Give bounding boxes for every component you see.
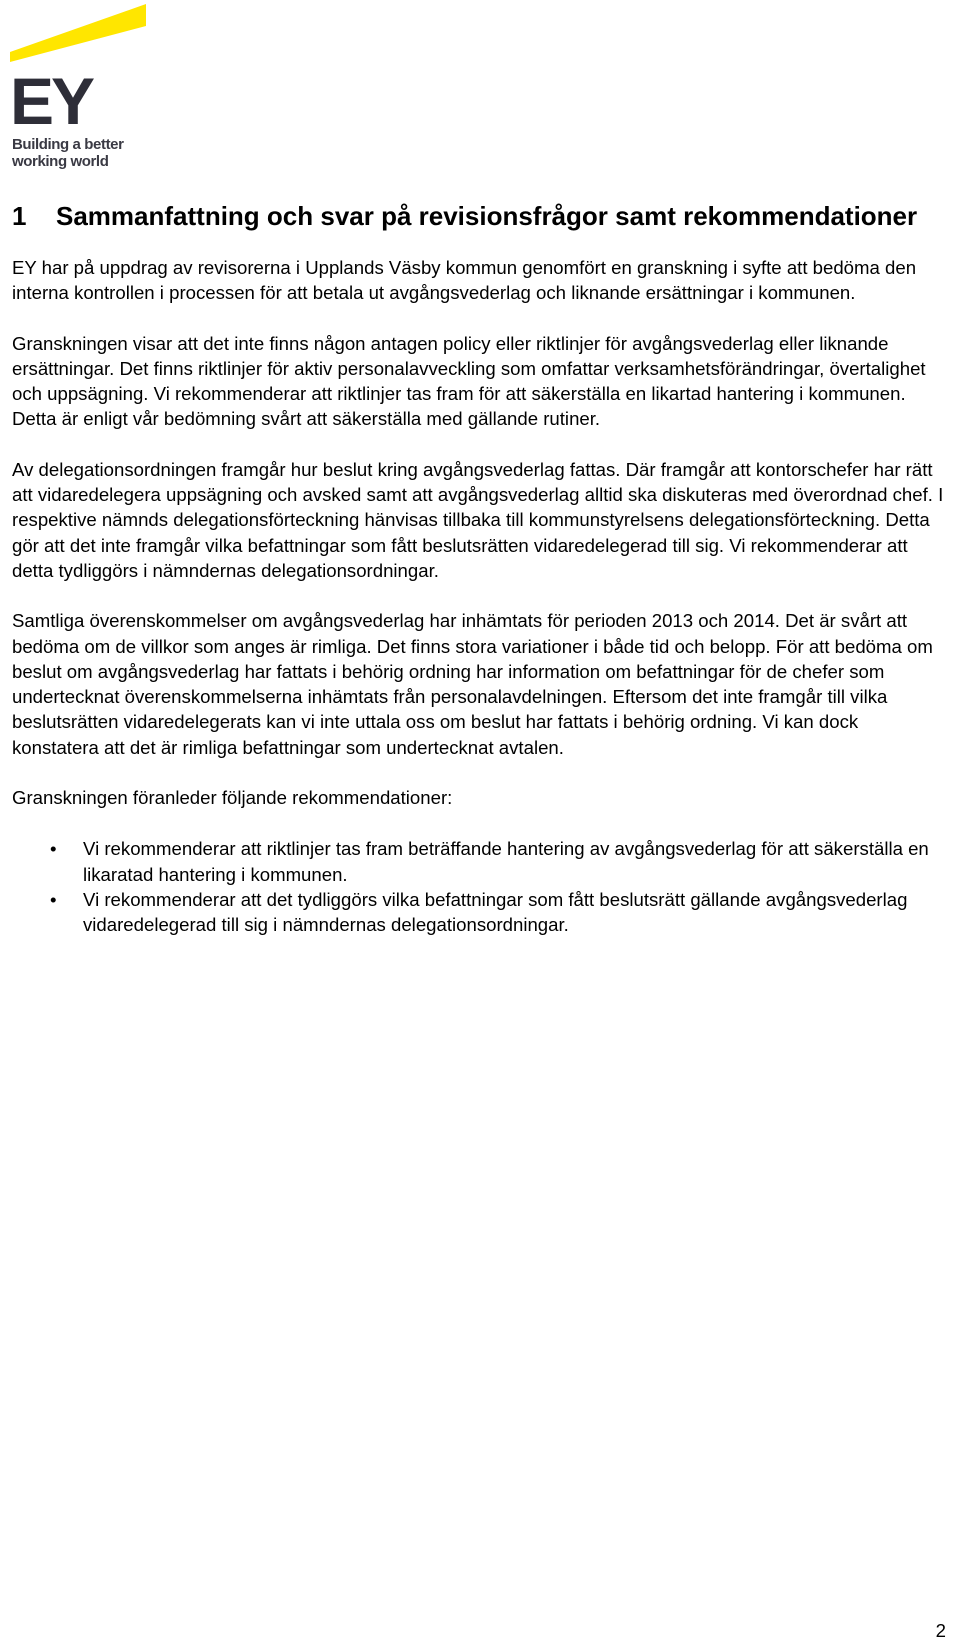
ey-beam-icon (10, 4, 150, 64)
list-item (12, 887, 947, 938)
ey-tagline-line2: working world (12, 153, 109, 170)
ey-logo (10, 4, 155, 174)
paragraph-recommendations-lead: Granskningen föranleder följande rekommendationer: (12, 787, 453, 809)
paragraph-intro: EY har på uppdrag av revisorerna i Upplands Väsby kommun genomfört en granskning i syfte att bedöma den interna kontrollen i processen för att betala ut avgångsvederlag och liknande ersättningar i kommunen. (12, 257, 917, 304)
recommendation-list (12, 836, 947, 937)
ey-tagline-line1: Building a better (12, 136, 124, 153)
page-number: 2 (935, 1620, 946, 1641)
ey-tagline (12, 136, 124, 170)
section-heading (12, 200, 947, 233)
list-item (12, 836, 947, 887)
paragraph-policy: Granskningen visar att det inte finns någon antagen policy eller riktlinjer för avgångsvederlag eller liknande ersättningar. Det finns riktlinjer för aktiv personalavveckling som omfattar verksamhetsförändringar, övertalighet och uppsägning. Vi rekommenderar att riktlinjer tas fram för att säkerställa en likartad hantering i kommunen. Detta är enligt vår bedömning svårt att säkerställa med gällande rutiner. (12, 332, 926, 430)
document-body (12, 200, 947, 938)
list-item-text: Vi rekommenderar att det tydliggörs vilka befattningar som fått beslutsrätt gällande avgångsvederlag vidaredelegerad till sig i nämndernas delegationsordningar. (83, 888, 908, 936)
ey-wordmark: EY (10, 64, 93, 138)
section-number: 1 (12, 201, 27, 231)
section-title: Sammanfattning och svar på revisionsfrågor samt rekommendationer (56, 201, 918, 231)
paragraph-agreements: Samtliga överenskommelser om avgångsvederlag har inhämtats för perioden 2013 och 2014. Det är svårt att bedöma om de villkor som anges är rimliga. Det finns stora variationer i både tid och belopp. För att bedöma om beslut om avgångsvederlag har fattats i behörig ordning har information om befattningar för de chefer som undertecknat överenskommelserna inhämtats från personalavdelningen. Eftersom det inte framgår till vilka beslutsrätten vidaredelegerats kan vi inte uttala oss om beslut har fattats i behörig ordning. Vi kan dock konstatera att det är rimliga befattningar som undertecknat avtalen. (12, 610, 933, 758)
bullet-icon: • (50, 888, 57, 910)
bullet-icon: • (50, 838, 57, 860)
paragraph-delegation: Av delegationsordningen framgår hur beslut kring avgångsvederlag fattas. Där framgår att kontorschefer har rätt att vidaredelegera uppsägning och avsked samt att avgångsvederlag alltid ska diskuteras med överordnad chef. I respektive nämnds delegationsförteckning hänvisas tillbaka till kommunstyrelsens delegationsförteckning. Detta gör att det inte framgår vilka befattningar som fått beslutsrätten vidaredelegerad till sig. Vi rekommenderar att detta tydliggörs i nämndernas delegationsordningar. (12, 458, 944, 581)
list-item-text: Vi rekommenderar att riktlinjer tas fram beträffande hantering av avgångsvederlag för att säkerställa en likaratad hantering i kommunen. (83, 838, 929, 885)
